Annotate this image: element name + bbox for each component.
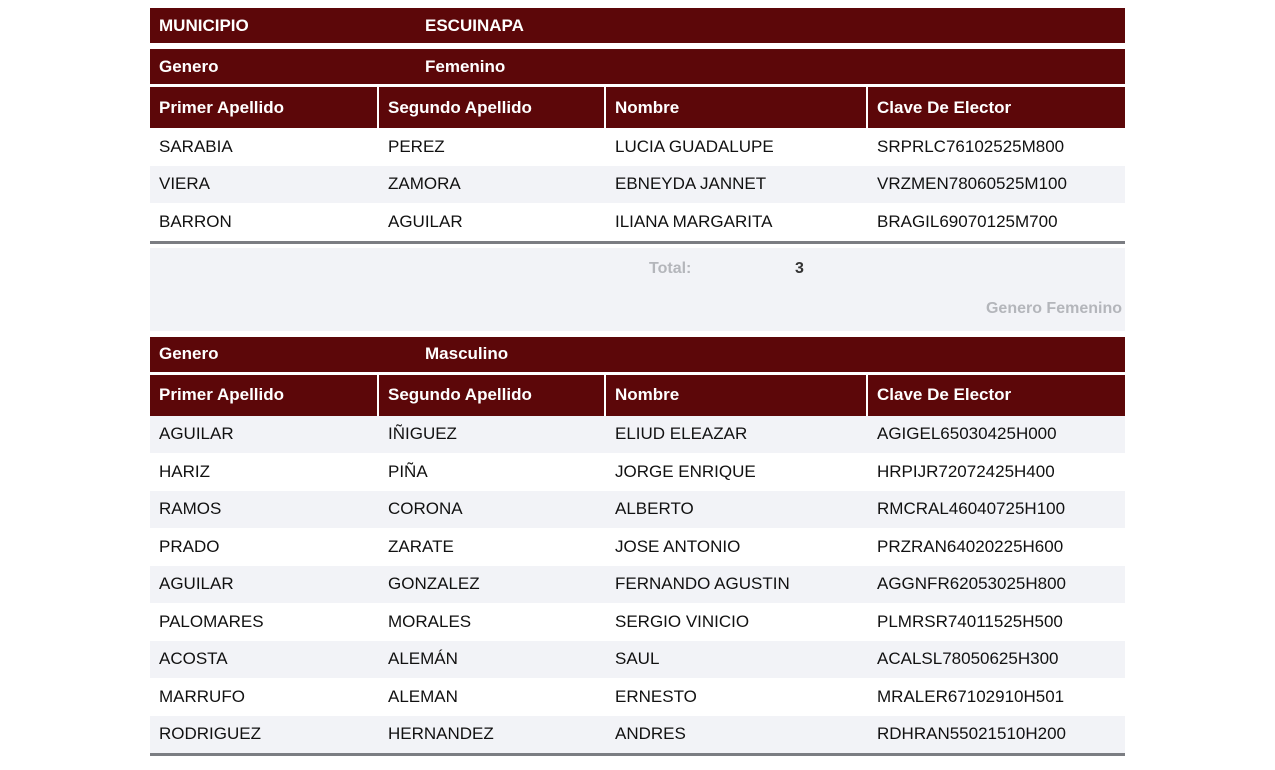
cell-clave-de-elector: VRZMEN78060525M100 — [877, 174, 1067, 194]
cell-nombre: ELIUD ELEAZAR — [615, 424, 748, 444]
cell-primer-apellido: RAMOS — [159, 499, 222, 519]
cell-segundo-apellido: IÑIGUEZ — [388, 424, 457, 444]
cell-nombre: JORGE ENRIQUE — [615, 461, 756, 481]
cell-nombre: SERGIO VINICIO — [615, 611, 750, 631]
column-header-segundo-apellido: Segundo Apellido — [379, 87, 604, 128]
cell-clave-de-elector: PRZRAN64020225H600 — [877, 536, 1064, 556]
table-row — [150, 128, 1125, 166]
cell-nombre: LUCIA GUADALUPE — [615, 136, 774, 156]
column-header-clave-de-elector: Clave De Elector — [868, 87, 1125, 128]
table-row — [150, 641, 1125, 679]
cell-clave-de-elector: BRAGIL69070125M700 — [877, 211, 1058, 231]
cell-nombre: EBNEYDA JANNET — [615, 174, 767, 194]
cell-clave-de-elector: RMCRAL46040725H100 — [877, 499, 1066, 519]
cell-clave-de-elector: AGGNFR62053025H800 — [877, 574, 1067, 594]
cell-clave-de-elector: PLMRSR74011525H500 — [877, 611, 1063, 631]
cell-primer-apellido: VIERA — [159, 174, 211, 194]
table-row — [150, 453, 1125, 491]
cell-segundo-apellido: PIÑA — [388, 461, 428, 481]
cell-nombre: ANDRES — [615, 724, 686, 744]
column-header-segundo-apellido: Segundo Apellido — [379, 375, 604, 416]
cell-primer-apellido: AGUILAR — [159, 424, 234, 444]
table-row — [150, 716, 1125, 754]
genero-label: Genero — [159, 56, 219, 76]
cell-primer-apellido: SARABIA — [159, 136, 233, 156]
table-header — [150, 375, 1125, 416]
cell-primer-apellido: ACOSTA — [159, 649, 228, 669]
table-row — [150, 203, 1125, 241]
cell-nombre: FERNANDO AGUSTIN — [615, 574, 790, 594]
table-divider — [150, 753, 1125, 756]
cell-nombre: JOSE ANTONIO — [615, 536, 741, 556]
cell-clave-de-elector: RDHRAN55021510H200 — [877, 724, 1067, 744]
total-label: Total: — [649, 259, 692, 277]
cell-primer-apellido: BARRON — [159, 211, 232, 231]
cell-clave-de-elector: ACALSL78050625H300 — [877, 649, 1059, 669]
cell-primer-apellido: PRADO — [159, 536, 220, 556]
cell-segundo-apellido: AGUILAR — [388, 211, 463, 231]
cell-segundo-apellido: HERNANDEZ — [388, 724, 494, 744]
cell-segundo-apellido: MORALES — [388, 611, 472, 631]
table-row — [150, 603, 1125, 641]
cell-primer-apellido: AGUILAR — [159, 574, 234, 594]
cell-nombre: ERNESTO — [615, 686, 697, 706]
table-divider — [150, 241, 1125, 244]
column-header-primer-apellido: Primer Apellido — [150, 375, 377, 416]
column-header-primer-apellido: Primer Apellido — [150, 87, 377, 128]
column-header-clave-de-elector: Clave De Elector — [868, 375, 1125, 416]
genero-header-femenino — [150, 49, 1125, 84]
table-row — [150, 566, 1125, 604]
cell-segundo-apellido: ALEMAN — [388, 686, 458, 706]
group-footer-label: Genero Femenino — [985, 299, 1122, 317]
cell-nombre: SAUL — [615, 649, 660, 669]
totals-section — [150, 248, 1125, 331]
table-header — [150, 87, 1125, 128]
municipio-header — [150, 8, 1125, 43]
cell-primer-apellido: RODRIGUEZ — [159, 724, 261, 744]
table-row — [150, 416, 1125, 454]
cell-nombre: ALBERTO — [615, 499, 694, 519]
cell-primer-apellido: MARRUFO — [159, 686, 245, 706]
cell-segundo-apellido: PEREZ — [388, 136, 445, 156]
genero-header-masculino — [150, 337, 1125, 372]
cell-nombre: ILIANA MARGARITA — [615, 211, 773, 231]
table-row — [150, 528, 1125, 566]
report — [150, 8, 1125, 756]
table-row — [150, 678, 1125, 716]
cell-primer-apellido: PALOMARES — [159, 611, 264, 631]
cell-clave-de-elector: MRALER67102910H501 — [877, 686, 1065, 706]
cell-clave-de-elector: HRPIJR72072425H400 — [877, 461, 1055, 481]
table-row — [150, 166, 1125, 204]
column-header-nombre: Nombre — [606, 87, 866, 128]
cell-primer-apellido: HARIZ — [159, 461, 210, 481]
cell-segundo-apellido: CORONA — [388, 499, 463, 519]
cell-segundo-apellido: ALEMÁN — [388, 649, 458, 669]
municipio-label: MUNICIPIO — [159, 15, 249, 35]
cell-segundo-apellido: ZARATE — [388, 536, 454, 556]
cell-segundo-apellido: ZAMORA — [388, 174, 461, 194]
municipio-value: ESCUINAPA — [425, 15, 524, 35]
genero-value: Femenino — [425, 56, 506, 76]
cell-clave-de-elector: SRPRLC76102525M800 — [877, 136, 1065, 156]
table-row — [150, 491, 1125, 529]
cell-clave-de-elector: AGIGEL65030425H000 — [877, 424, 1057, 444]
column-header-nombre: Nombre — [606, 375, 866, 416]
genero-label: Genero — [159, 344, 219, 363]
total-value: 3 — [795, 259, 804, 277]
cell-segundo-apellido: GONZALEZ — [388, 574, 480, 594]
genero-value: Masculino — [425, 344, 509, 363]
